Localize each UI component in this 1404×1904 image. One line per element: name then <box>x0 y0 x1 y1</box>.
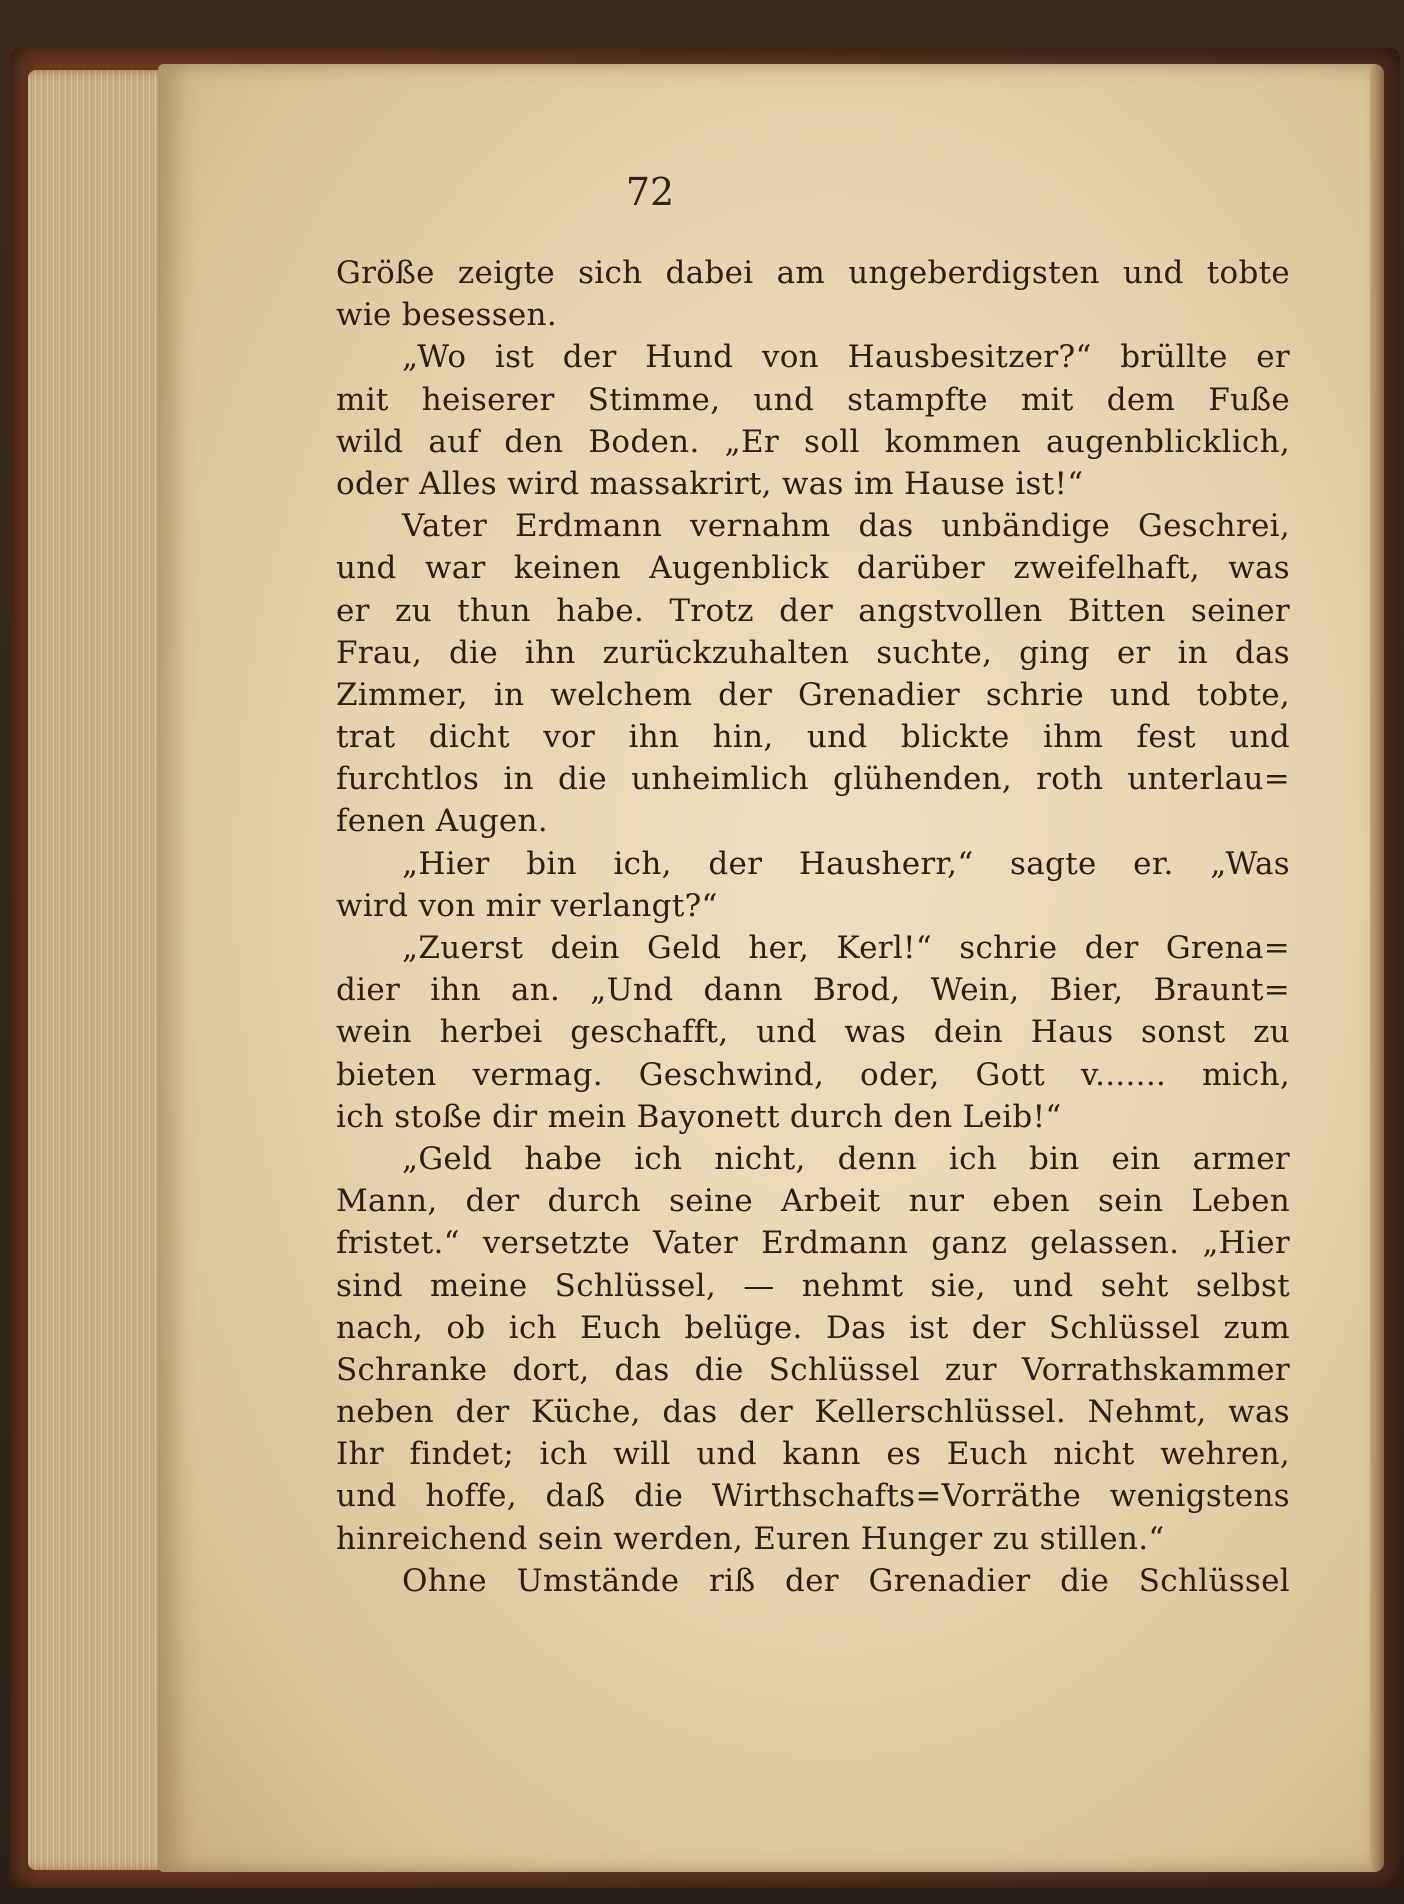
page-gutter <box>1370 64 1384 1872</box>
text-line: dier ihn an. „Und dann Brod, Wein, Bier, Braunt= <box>336 972 1290 1009</box>
text-line: Größe zeigte sich dabei am ungeberdigsten und tobte <box>336 255 1290 291</box>
text-line: Ohne Umstände riß der Grenadier die Schlüssel <box>402 1562 1290 1599</box>
text-line: wie besessen. <box>336 297 557 334</box>
text-line: sind meine Schlüssel, — nehmt sie, und seht selbst <box>336 1267 1290 1304</box>
text-line: fenen Augen. <box>336 803 548 840</box>
page-edges <box>28 70 178 1870</box>
text-line: nach, ob ich Euch belüge. Das ist der Schlüssel zum <box>336 1309 1290 1346</box>
text-line: oder Alles wird massakrirt, was im Hause ist!“ <box>336 465 1084 502</box>
page-text <box>336 252 1290 1602</box>
text-line: Zimmer, in welchem der Grenadier schrie und tobte, <box>336 676 1290 713</box>
text-line: bieten vermag. Geschwind, oder, Gott v....... mich, <box>336 1056 1290 1093</box>
text-line: wein herbei geschafft, und was dein Haus sonst zu <box>336 1014 1290 1051</box>
text-line: Ihr findet; ich will und kann es Euch nicht wehren, <box>336 1436 1290 1473</box>
text-line: und war keinen Augenblick darüber zweifelhaft, was <box>336 550 1290 587</box>
text-line: furchtlos in die unheimlich glühenden, roth unterlau= <box>336 761 1290 798</box>
text-line: Frau, die ihn zurückzuhalten suchte, ging er in das <box>336 634 1290 671</box>
text-line: „Geld habe ich nicht, denn ich bin ein armer <box>402 1140 1290 1177</box>
text-line: „Wo ist der Hund von Hausbesitzer?“ brüllte er <box>402 339 1290 376</box>
text-line: Vater Erdmann vernahm das unbändige Geschrei, <box>402 508 1290 545</box>
text-line: wird von mir verlangt?“ <box>336 887 718 924</box>
text-line: und hoffe, daß die Wirthschafts=Vorräthe wenigstens <box>336 1478 1290 1515</box>
text-line: er zu thun habe. Trotz der angstvollen Bitten seiner <box>336 592 1290 629</box>
text-line: „Zuerst dein Geld her, Kerl!“ schrie der Grena= <box>402 930 1290 966</box>
text-line: neben der Küche, das der Kellerschlüssel. Nehmt, was <box>336 1394 1290 1431</box>
text-line: Mann, der durch seine Arbeit nur eben sein Leben <box>336 1183 1290 1220</box>
page-number: 72 <box>625 170 675 214</box>
text-line: ich stoße dir mein Bayonett durch den Leib!“ <box>336 1098 1062 1135</box>
text-line: hinreichend sein werden, Euren Hunger zu stillen.“ <box>336 1520 1165 1557</box>
text-line: mit heiserer Stimme, und stampfte mit dem Fuße <box>336 381 1290 418</box>
text-line: trat dicht vor ihn hin, und blickte ihm fest und <box>336 719 1290 756</box>
text-line: „Hier bin ich, der Hausherr,“ sagte er. „Was <box>402 845 1290 882</box>
text-line: Schranke dort, das die Schlüssel zur Vorrathskammer <box>336 1351 1290 1388</box>
text-line: wild auf den Boden. „Er soll kommen augenblicklich, <box>336 423 1290 460</box>
text-line: fristet.“ versetzte Vater Erdmann ganz gelassen. „Hier <box>336 1225 1290 1262</box>
